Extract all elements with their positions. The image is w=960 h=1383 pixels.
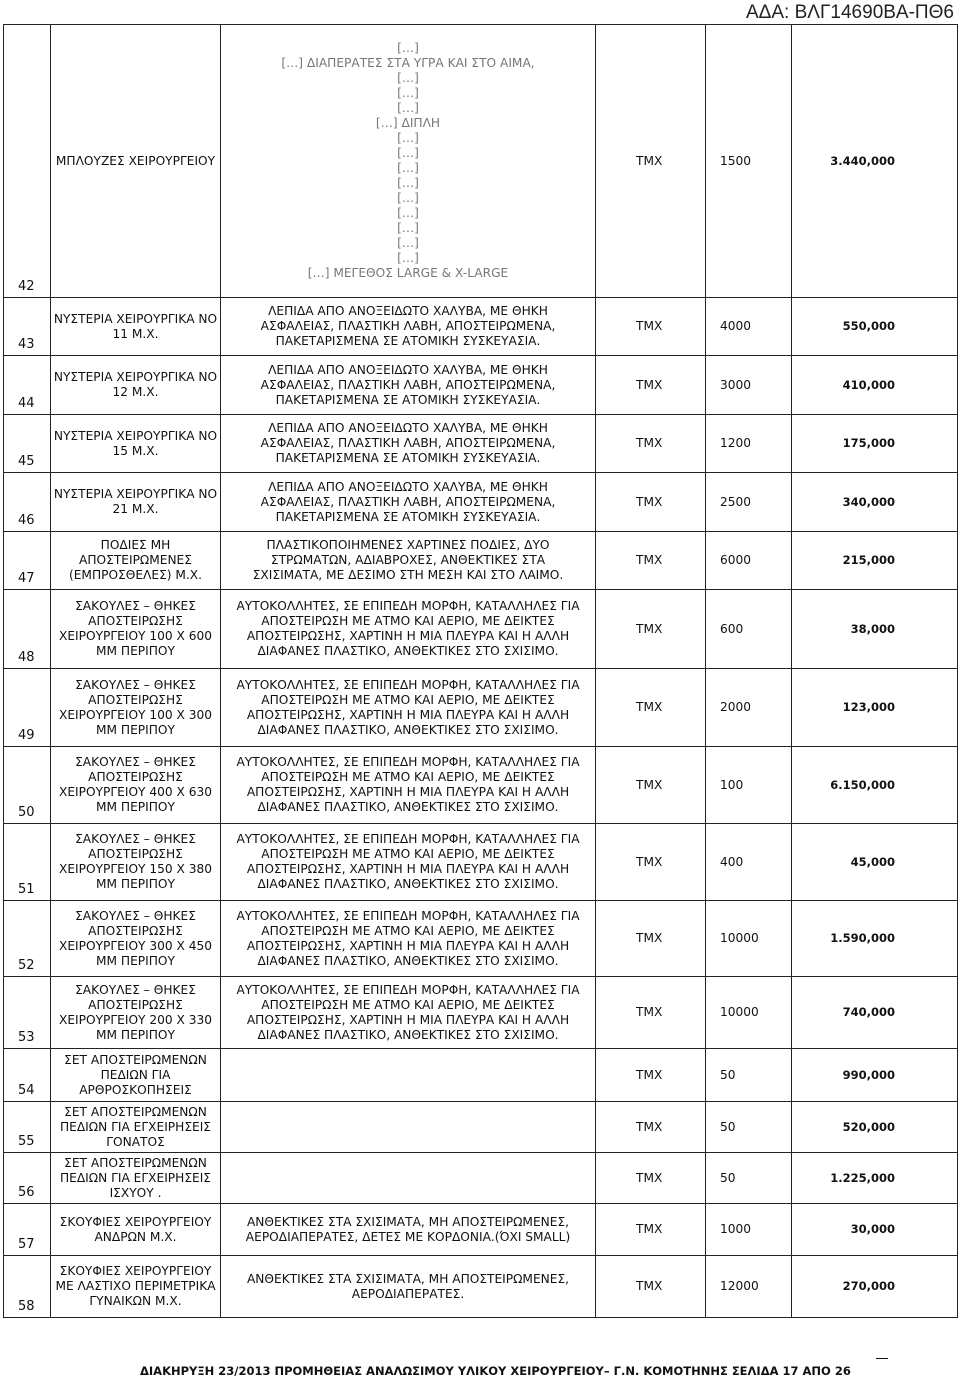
description-line: ΑΝΘΕΚΤΙΚΕΣ ΣΤΑ ΣΧΙΣΙΜΑΤΑ, ΜΗ ΑΠΟΣΤΕΙΡΩΜΕΝΕΣ, <box>246 1271 570 1286</box>
item-quantity: 400 <box>706 824 792 901</box>
item-name: ΣΑΚΟΥΛΕΣ – ΘΗΚΕΣ ΑΠΟΣΤΕΙΡΩΣΗΣ ΧΕΙΡΟΥΡΓΕΙΟΥ 300 Χ 450 ΜΜ ΠΕΡΙΠΟΥ <box>51 901 221 977</box>
description-line: […] <box>397 251 419 265</box>
description-line: ΑΠΟΣΤΕΙΡΩΣΗ ΜΕ ΑΤΜΟ ΚΑΙ ΑΕΡΙΟ, ΜΕ ΔΕΙΚΤΕΣ <box>261 923 555 938</box>
item-description <box>221 901 596 977</box>
description-line: ΑΠΟΣΤΕΙΡΩΣΗΣ, ΧΑΡΤΙΝΗ Η ΜΙΑ ΠΛΕΥΡΑ ΚΑΙ Η ΑΛΛΗ <box>246 1012 570 1027</box>
description-line: […] <box>397 221 419 235</box>
table-row <box>4 25 958 298</box>
description-line: […] ΜΕΓΕΘΟΣ LARGE & X-LARGE <box>307 266 509 280</box>
description-line: ΑΠΟΣΤΕΙΡΩΣΗΣ, ΧΑΡΤΙΝΗ Η ΜΙΑ ΠΛΕΥΡΑ ΚΑΙ Η ΑΛΛΗ <box>246 707 570 722</box>
item-name: ΣΑΚΟΥΛΕΣ – ΘΗΚΕΣ ΑΠΟΣΤΕΙΡΩΣΗΣ ΧΕΙΡΟΥΡΓΕΙΟΥ 400 Χ 630 ΜΜ ΠΕΡΙΠΟΥ <box>51 747 221 824</box>
item-description <box>221 1204 596 1256</box>
item-number: 42 <box>4 25 51 298</box>
item-price: 30,000 <box>792 1204 958 1256</box>
description-line: ΠΑΚΕΤΑΡΙΣΜΕΝΑ ΣΕ ΑΤΟΜΙΚΗ ΣΥΣΚΕΥΑΣΙΑ. <box>275 509 541 524</box>
description-line: ΑΠΟΣΤΕΙΡΩΣΗΣ, ΧΑΡΤΙΝΗ Η ΜΙΑ ΠΛΕΥΡΑ ΚΑΙ Η ΑΛΛΗ <box>246 629 570 643</box>
item-unit: ΤΜΧ <box>596 415 706 473</box>
item-price: 340,000 <box>792 473 958 532</box>
item-unit: ΤΜΧ <box>596 1256 706 1318</box>
description-line: ΑΝΘΕΚΤΙΚΕΣ ΣΤΑ ΣΧΙΣΙΜΑΤΑ, ΜΗ ΑΠΟΣΤΕΙΡΩΜΕΝΕΣ, <box>246 1214 570 1229</box>
description-line: ΑΣΦΑΛΕΙΑΣ, ΠΛΑΣΤΙΚΗ ΛΑΒΗ, ΑΠΟΣΤΕΙΡΩΜΕΝΑ, <box>260 319 556 333</box>
description-line: ΠΑΚΕΤΑΡΙΣΜΕΝΑ ΣΕ ΑΤΟΜΙΚΗ ΣΥΣΚΕΥΑΣΙΑ. <box>275 334 541 348</box>
description-line: […] <box>397 41 419 55</box>
item-number: 55 <box>4 1102 51 1153</box>
item-unit: ΤΜΧ <box>596 747 706 824</box>
item-description <box>221 747 596 824</box>
item-description <box>221 1049 596 1102</box>
item-quantity: 2500 <box>706 473 792 532</box>
item-description <box>221 298 596 356</box>
description-line: […] <box>397 71 419 85</box>
table-body <box>4 25 958 1318</box>
item-price: 740,000 <box>792 977 958 1049</box>
description-line: ΔΙΑΦΑΝΕΣ ΠΛΑΣΤΙΚΟ, ΑΝΘΕΚΤΙΚΕΣ ΣΤΟ ΣΧΙΣΙΜΟ. <box>257 953 559 968</box>
item-number: 46 <box>4 473 51 532</box>
item-name: ΣΚΟΥΦΙΕΣ ΧΕΙΡΟΥΡΓΕΙΟΥ ΑΝΔΡΩΝ Μ.Χ. <box>51 1204 221 1256</box>
item-unit: ΤΜΧ <box>596 298 706 356</box>
description-line: ΑΠΟΣΤΕΙΡΩΣΗΣ, ΧΑΡΤΙΝΗ Η ΜΙΑ ΠΛΕΥΡΑ ΚΑΙ Η ΑΛΛΗ <box>246 785 570 799</box>
description-line: ΔΙΑΦΑΝΕΣ ΠΛΑΣΤΙΚΟ, ΑΝΘΕΚΤΙΚΕΣ ΣΤΟ ΣΧΙΣΙΜΟ. <box>257 800 559 814</box>
item-number: 58 <box>4 1256 51 1318</box>
item-description <box>221 1102 596 1153</box>
table-row <box>4 590 958 669</box>
description-line: ΔΙΑΦΑΝΕΣ ΠΛΑΣΤΙΚΟ, ΑΝΘΕΚΤΙΚΕΣ ΣΤΟ ΣΧΙΣΙΜΟ. <box>257 644 559 658</box>
footer-dash <box>876 1358 888 1359</box>
description-line: ΑΕΡΟΔΙΑΠΕΡΑΤΕΣ, ΔΕΤΕΣ ΜΕ ΚΟΡΔΟΝΙΑ.(ΌΧΙ SMALL) <box>245 1229 571 1244</box>
item-description <box>221 1153 596 1204</box>
description-line: ΑΥΤΟΚΟΛΛΗΤΕΣ, ΣΕ ΕΠΙΠΕΔΗ ΜΟΡΦΗ, ΚΑΤΑΛΛΗΛΕΣ ΓΙΑ <box>236 908 580 923</box>
item-description <box>221 473 596 532</box>
description-line: ΠΑΚΕΤΑΡΙΣΜΕΝΑ ΣΕ ΑΤΟΜΙΚΗ ΣΥΣΚΕΥΑΣΙΑ. <box>275 392 541 407</box>
description-line: ΛΕΠΙΔΑ ΑΠΟ ΑΝΟΞΕΙΔΩΤΟ ΧΑΛΥΒΑ, ΜΕ ΘΗΚΗ <box>268 479 548 494</box>
description-line: ΔΙΑΦΑΝΕΣ ΠΛΑΣΤΙΚΟ, ΑΝΘΕΚΤΙΚΕΣ ΣΤΟ ΣΧΙΣΙΜΟ. <box>257 1027 559 1042</box>
item-quantity: 2000 <box>706 669 792 747</box>
item-number: 57 <box>4 1204 51 1256</box>
description-line: […] <box>397 131 419 145</box>
item-description <box>221 590 596 669</box>
item-price: 1.225,000 <box>792 1153 958 1204</box>
item-description <box>221 1256 596 1318</box>
description-line: ΔΙΑΦΑΝΕΣ ΠΛΑΣΤΙΚΟ, ΑΝΘΕΚΤΙΚΕΣ ΣΤΟ ΣΧΙΣΙΜΟ. <box>257 877 559 891</box>
item-unit: ΤΜΧ <box>596 1204 706 1256</box>
description-line: […] <box>397 101 419 115</box>
item-number: 47 <box>4 532 51 590</box>
item-price: 550,000 <box>792 298 958 356</box>
item-name: ΝΥΣΤΕΡΙΑ ΧΕΙΡΟΥΡΓΙΚΑ ΝΟ 21 Μ.Χ. <box>51 473 221 532</box>
item-quantity: 1500 <box>706 25 792 298</box>
item-name: ΠΟΔΙΕΣ ΜΗ ΑΠΟΣΤΕΙΡΩΜΕΝΕΣ (ΕΜΠΡΟΣΘΕΛΕΣ) Μ.Χ. <box>51 532 221 590</box>
item-number: 48 <box>4 590 51 669</box>
item-quantity: 50 <box>706 1153 792 1204</box>
item-price: 6.150,000 <box>792 747 958 824</box>
item-description <box>221 356 596 415</box>
description-line: ΑΥΤΟΚΟΛΛΗΤΕΣ, ΣΕ ΕΠΙΠΕΔΗ ΜΟΡΦΗ, ΚΑΤΑΛΛΗΛΕΣ ΓΙΑ <box>236 755 580 769</box>
item-number: 54 <box>4 1049 51 1102</box>
item-name: ΣΑΚΟΥΛΕΣ – ΘΗΚΕΣ ΑΠΟΣΤΕΙΡΩΣΗΣ ΧΕΙΡΟΥΡΓΕΙΟΥ 100 Χ 600 ΜΜ ΠΕΡΙΠΟΥ <box>51 590 221 669</box>
procurement-table <box>3 24 958 1318</box>
item-unit: ΤΜΧ <box>596 1102 706 1153</box>
item-price: 270,000 <box>792 1256 958 1318</box>
item-quantity: 100 <box>706 747 792 824</box>
item-number: 51 <box>4 824 51 901</box>
item-unit: ΤΜΧ <box>596 532 706 590</box>
description-line: ΑΣΦΑΛΕΙΑΣ, ΠΛΑΣΤΙΚΗ ΛΑΒΗ, ΑΠΟΣΤΕΙΡΩΜΕΝΑ, <box>260 377 556 392</box>
item-name: ΣΑΚΟΥΛΕΣ – ΘΗΚΕΣ ΑΠΟΣΤΕΙΡΩΣΗΣ ΧΕΙΡΟΥΡΓΕΙΟΥ 150 Χ 380 ΜΜ ΠΕΡΙΠΟΥ <box>51 824 221 901</box>
item-number: 52 <box>4 901 51 977</box>
item-name: ΜΠΛΟΥΖΕΣ ΧΕΙΡΟΥΡΓΕΙΟΥ <box>51 25 221 298</box>
item-name: ΣΚΟΥΦΙΕΣ ΧΕΙΡΟΥΡΓΕΙΟΥ ΜΕ ΛΑΣΤΙΧΟ ΠΕΡΙΜΕΤΡΙΚΑ ΓΥΝΑΙΚΩΝ Μ.Χ. <box>51 1256 221 1318</box>
item-name: ΣΑΚΟΥΛΕΣ – ΘΗΚΕΣ ΑΠΟΣΤΕΙΡΩΣΗΣ ΧΕΙΡΟΥΡΓΕΙΟΥ 200 Χ 330 ΜΜ ΠΕΡΙΠΟΥ <box>51 977 221 1049</box>
item-unit: ΤΜΧ <box>596 1049 706 1102</box>
item-number: 53 <box>4 977 51 1049</box>
table-row <box>4 356 958 415</box>
table-row <box>4 532 958 590</box>
item-number: 49 <box>4 669 51 747</box>
description-line: […] <box>397 191 419 205</box>
item-price: 215,000 <box>792 532 958 590</box>
item-number: 50 <box>4 747 51 824</box>
table-row <box>4 977 958 1049</box>
item-name: ΝΥΣΤΕΡΙΑ ΧΕΙΡΟΥΡΓΙΚΑ ΝΟ 11 Μ.Χ. <box>51 298 221 356</box>
item-unit: ΤΜΧ <box>596 1153 706 1204</box>
table-row <box>4 1102 958 1153</box>
item-number: 45 <box>4 415 51 473</box>
item-unit: ΤΜΧ <box>596 356 706 415</box>
item-number: 43 <box>4 298 51 356</box>
description-line: ΠΑΚΕΤΑΡΙΣΜΕΝΑ ΣΕ ΑΤΟΜΙΚΗ ΣΥΣΚΕΥΑΣΙΑ. <box>275 451 541 465</box>
item-description <box>221 532 596 590</box>
description-line: ΣΧΙΣΙΜΑΤΑ, ΜΕ ΔΕΣΙΜΟ ΣΤΗ ΜΕΣΗ ΚΑΙ ΣΤΟ ΛΑΙΜΟ. <box>252 568 564 582</box>
item-price: 410,000 <box>792 356 958 415</box>
description-line: […] ΔΙΠΛΗ <box>375 116 441 130</box>
item-quantity: 3000 <box>706 356 792 415</box>
item-unit: ΤΜΧ <box>596 824 706 901</box>
item-quantity: 1000 <box>706 1204 792 1256</box>
description-line: […] <box>397 86 419 100</box>
description-line: […] <box>397 176 419 190</box>
item-price: 990,000 <box>792 1049 958 1102</box>
description-line: ΑΠΟΣΤΕΙΡΩΣΗΣ, ΧΑΡΤΙΝΗ Η ΜΙΑ ΠΛΕΥΡΑ ΚΑΙ Η ΑΛΛΗ <box>246 938 570 953</box>
description-line: ΑΠΟΣΤΕΙΡΩΣΗΣ, ΧΑΡΤΙΝΗ Η ΜΙΑ ΠΛΕΥΡΑ ΚΑΙ Η ΑΛΛΗ <box>246 862 570 876</box>
description-line: ΔΙΑΦΑΝΕΣ ΠΛΑΣΤΙΚΟ, ΑΝΘΕΚΤΙΚΕΣ ΣΤΟ ΣΧΙΣΙΜΟ. <box>257 722 559 737</box>
table-row <box>4 1049 958 1102</box>
table-row <box>4 669 958 747</box>
item-description <box>221 25 596 298</box>
item-unit: ΤΜΧ <box>596 473 706 532</box>
item-name: ΝΥΣΤΕΡΙΑ ΧΕΙΡΟΥΡΓΙΚΑ ΝΟ 12 Μ.Χ. <box>51 356 221 415</box>
description-line: ΑΠΟΣΤΕΙΡΩΣΗ ΜΕ ΑΤΜΟ ΚΑΙ ΑΕΡΙΟ, ΜΕ ΔΕΙΚΤΕΣ <box>261 692 555 707</box>
description-line: ΑΕΡΟΔΙΑΠΕΡΑΤΕΣ. <box>351 1286 465 1301</box>
table-row <box>4 1204 958 1256</box>
item-name: ΣΕΤ ΑΠΟΣΤΕΙΡΩΜΕΝΩΝ ΠΕΔΙΩΝ ΓΙΑ ΕΓΧΕΙΡΗΣΕΙΣ ΓΟΝΑΤΟΣ <box>51 1102 221 1153</box>
item-price: 38,000 <box>792 590 958 669</box>
table-row <box>4 901 958 977</box>
description-line: ΛΕΠΙΔΑ ΑΠΟ ΑΝΟΞΕΙΔΩΤΟ ΧΑΛΥΒΑ, ΜΕ ΘΗΚΗ <box>268 421 548 435</box>
item-price: 1.590,000 <box>792 901 958 977</box>
description-line: […] <box>397 236 419 250</box>
item-number: 44 <box>4 356 51 415</box>
table-row <box>4 747 958 824</box>
item-quantity: 600 <box>706 590 792 669</box>
description-line: ΑΥΤΟΚΟΛΛΗΤΕΣ, ΣΕ ΕΠΙΠΕΔΗ ΜΟΡΦΗ, ΚΑΤΑΛΛΗΛΕΣ ΓΙΑ <box>236 677 580 692</box>
description-line: ΑΠΟΣΤΕΙΡΩΣΗ ΜΕ ΑΤΜΟ ΚΑΙ ΑΕΡΙΟ, ΜΕ ΔΕΙΚΤΕΣ <box>261 770 555 784</box>
item-name: ΣΕΤ ΑΠΟΣΤΕΙΡΩΜΕΝΩΝ ΠΕΔΙΩΝ ΓΙΑ ΑΡΘΡΟΣΚΟΠΗΣΕΙΣ <box>51 1049 221 1102</box>
table-row <box>4 824 958 901</box>
item-name: ΣΕΤ ΑΠΟΣΤΕΙΡΩΜΕΝΩΝ ΠΕΔΙΩΝ ΓΙΑ ΕΓΧΕΙΡΗΣΕΙΣ ΙΣΧΥΟΥ . <box>51 1153 221 1204</box>
item-quantity: 1200 <box>706 415 792 473</box>
table-row <box>4 473 958 532</box>
description-line: […] <box>397 206 419 220</box>
item-quantity: 10000 <box>706 901 792 977</box>
item-price: 520,000 <box>792 1102 958 1153</box>
item-number: 56 <box>4 1153 51 1204</box>
description-line: ΑΣΦΑΛΕΙΑΣ, ΠΛΑΣΤΙΚΗ ΛΑΒΗ, ΑΠΟΣΤΕΙΡΩΜΕΝΑ, <box>260 436 556 450</box>
item-name: ΝΥΣΤΕΡΙΑ ΧΕΙΡΟΥΡΓΙΚΑ ΝΟ 15 Μ.Χ. <box>51 415 221 473</box>
description-line: ΑΠΟΣΤΕΙΡΩΣΗ ΜΕ ΑΤΜΟ ΚΑΙ ΑΕΡΙΟ, ΜΕ ΔΕΙΚΤΕΣ <box>261 847 555 861</box>
item-unit: ΤΜΧ <box>596 977 706 1049</box>
item-description <box>221 824 596 901</box>
description-line: ΑΥΤΟΚΟΛΛΗΤΕΣ, ΣΕ ΕΠΙΠΕΔΗ ΜΟΡΦΗ, ΚΑΤΑΛΛΗΛΕΣ ΓΙΑ <box>236 982 580 997</box>
item-quantity: 4000 <box>706 298 792 356</box>
item-quantity: 10000 <box>706 977 792 1049</box>
item-quantity: 50 <box>706 1049 792 1102</box>
item-description <box>221 415 596 473</box>
description-line: […] ΔΙΑΠΕΡΑΤΕΣ ΣΤΑ ΥΓΡΑ ΚΑΙ ΣΤΟ ΑΙΜΑ, <box>281 56 535 70</box>
item-unit: ΤΜΧ <box>596 590 706 669</box>
description-line: ΑΥΤΟΚΟΛΛΗΤΕΣ, ΣΕ ΕΠΙΠΕΔΗ ΜΟΡΦΗ, ΚΑΤΑΛΛΗΛΕΣ ΓΙΑ <box>236 832 580 846</box>
item-price: 123,000 <box>792 669 958 747</box>
item-unit: ΤΜΧ <box>596 901 706 977</box>
ada-code: ΑΔΑ: ΒΛΓ14690ΒΑ-ΠΘ6 <box>746 2 954 23</box>
item-description <box>221 977 596 1049</box>
table-row <box>4 298 958 356</box>
description-line: ΑΣΦΑΛΕΙΑΣ, ΠΛΑΣΤΙΚΗ ΛΑΒΗ, ΑΠΟΣΤΕΙΡΩΜΕΝΑ, <box>260 494 556 509</box>
page-footer <box>140 1364 851 1378</box>
description-line: […] <box>397 161 419 175</box>
table-row <box>4 1153 958 1204</box>
description-line: ΛΕΠΙΔΑ ΑΠΟ ΑΝΟΞΕΙΔΩΤΟ ΧΑΛΥΒΑ, ΜΕ ΘΗΚΗ <box>268 304 548 318</box>
footer-text: ΔΙΑΚΗΡΥΞΗ 23/2013 ΠΡΟΜΗΘΕΙΑΣ ΑΝΑΛΩΣΙΜΟΥ ΥΛΙΚΟΥ ΧΕΙΡΟΥΡΓΕΙΟΥ– Γ.Ν. ΚΟΜΟΤΗΝΗΣ ΣΕΛΙΔΑ 17 ΑΠΟ 26 <box>140 1364 851 1378</box>
description-line: ΠΛΑΣΤΙΚΟΠΟΙΗΜΕΝΕΣ ΧΑΡΤΙΝΕΣ ΠΟΔΙΕΣ, ΔΥΟ <box>266 538 550 552</box>
item-description <box>221 669 596 747</box>
description-line: ΛΕΠΙΔΑ ΑΠΟ ΑΝΟΞΕΙΔΩΤΟ ΧΑΛΥΒΑ, ΜΕ ΘΗΚΗ <box>268 362 548 377</box>
item-name: ΣΑΚΟΥΛΕΣ – ΘΗΚΕΣ ΑΠΟΣΤΕΙΡΩΣΗΣ ΧΕΙΡΟΥΡΓΕΙΟΥ 100 Χ 300 ΜΜ ΠΕΡΙΠΟΥ <box>51 669 221 747</box>
table-row <box>4 1256 958 1318</box>
item-price: 45,000 <box>792 824 958 901</box>
table-row <box>4 415 958 473</box>
item-quantity: 50 <box>706 1102 792 1153</box>
description-line: ΑΠΟΣΤΕΙΡΩΣΗ ΜΕ ΑΤΜΟ ΚΑΙ ΑΕΡΙΟ, ΜΕ ΔΕΙΚΤΕΣ <box>261 997 555 1012</box>
description-line: ΣΤΡΩΜΑΤΩΝ, ΑΔΙΑΒΡΟΧΕΣ, ΑΝΘΕΚΤΙΚΕΣ ΣΤΑ <box>270 553 546 567</box>
item-unit: ΤΜΧ <box>596 669 706 747</box>
item-unit: ΤΜΧ <box>596 25 706 298</box>
item-quantity: 12000 <box>706 1256 792 1318</box>
item-price: 175,000 <box>792 415 958 473</box>
item-quantity: 6000 <box>706 532 792 590</box>
description-line: ΑΥΤΟΚΟΛΛΗΤΕΣ, ΣΕ ΕΠΙΠΕΔΗ ΜΟΡΦΗ, ΚΑΤΑΛΛΗΛΕΣ ΓΙΑ <box>236 599 580 613</box>
item-price: 3.440,000 <box>792 25 958 298</box>
description-line: […] <box>397 146 419 160</box>
description-line: ΑΠΟΣΤΕΙΡΩΣΗ ΜΕ ΑΤΜΟ ΚΑΙ ΑΕΡΙΟ, ΜΕ ΔΕΙΚΤΕΣ <box>261 614 555 628</box>
